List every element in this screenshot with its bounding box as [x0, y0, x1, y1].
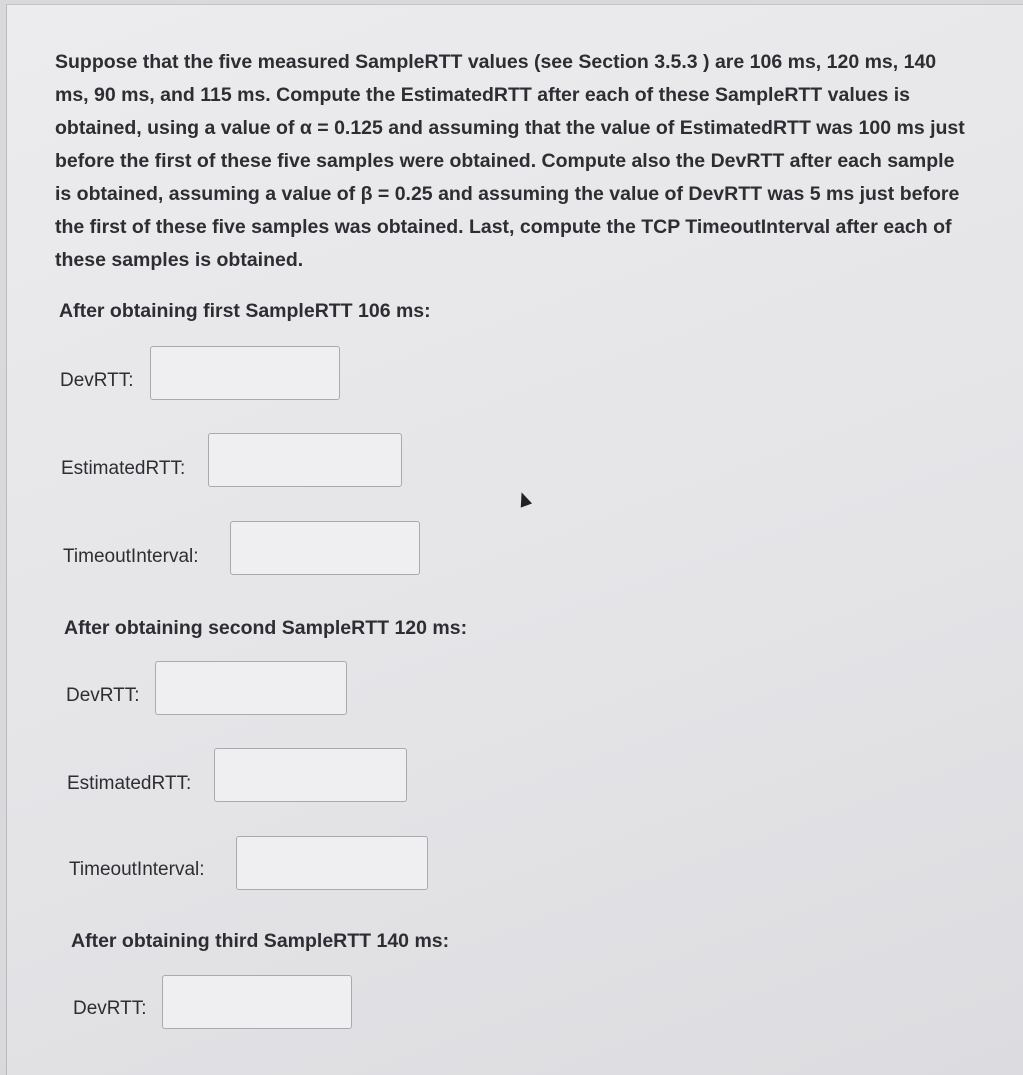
estimatedrtt-input-2[interactable]	[214, 748, 407, 802]
timeoutinterval-input-1[interactable]	[230, 521, 420, 575]
estimatedrtt-label-1: EstimatedRTT:	[61, 458, 186, 479]
section-heading-first: After obtaining first SampleRTT 106 ms:	[59, 300, 431, 322]
devrtt-label-2: DevRTT:	[66, 685, 140, 706]
question-text: Suppose that the five measured SampleRTT values (see Section 3.5.3 ) are 106 ms, 120 ms, 140 ms, 90 ms, and 115 ms. Compute the EstimatedRTT after each of these SampleRTT values is obtained, using a value of α = 0.125 and assuming that the value of EstimatedRTT was 100 ms just before the first of these five samples were obtained. Compute also the DevRTT after each sample is obtained, assuming a value of β = 0.25 and assuming the value of DevRTT was 5 ms just before the first of these five samples was obtained. Last, compute the TCP TimeoutInterval after each of these samples is obtained.	[55, 51, 965, 271]
timeoutinterval-label-1: TimeoutInterval:	[63, 546, 199, 567]
devrtt-input-3[interactable]	[162, 975, 352, 1029]
devrtt-label-3: DevRTT:	[73, 998, 147, 1019]
section-heading-third: After obtaining third SampleRTT 140 ms:	[71, 930, 450, 952]
timeoutinterval-input-2[interactable]	[236, 836, 428, 890]
devrtt-input-1[interactable]	[150, 346, 340, 400]
timeoutinterval-label-2: TimeoutInterval:	[69, 859, 205, 880]
devrtt-label-1: DevRTT:	[60, 370, 134, 391]
section-heading-second: After obtaining second SampleRTT 120 ms:	[64, 617, 468, 639]
devrtt-input-2[interactable]	[155, 661, 347, 715]
estimatedrtt-label-2: EstimatedRTT:	[67, 773, 192, 794]
estimatedrtt-input-1[interactable]	[208, 433, 402, 487]
